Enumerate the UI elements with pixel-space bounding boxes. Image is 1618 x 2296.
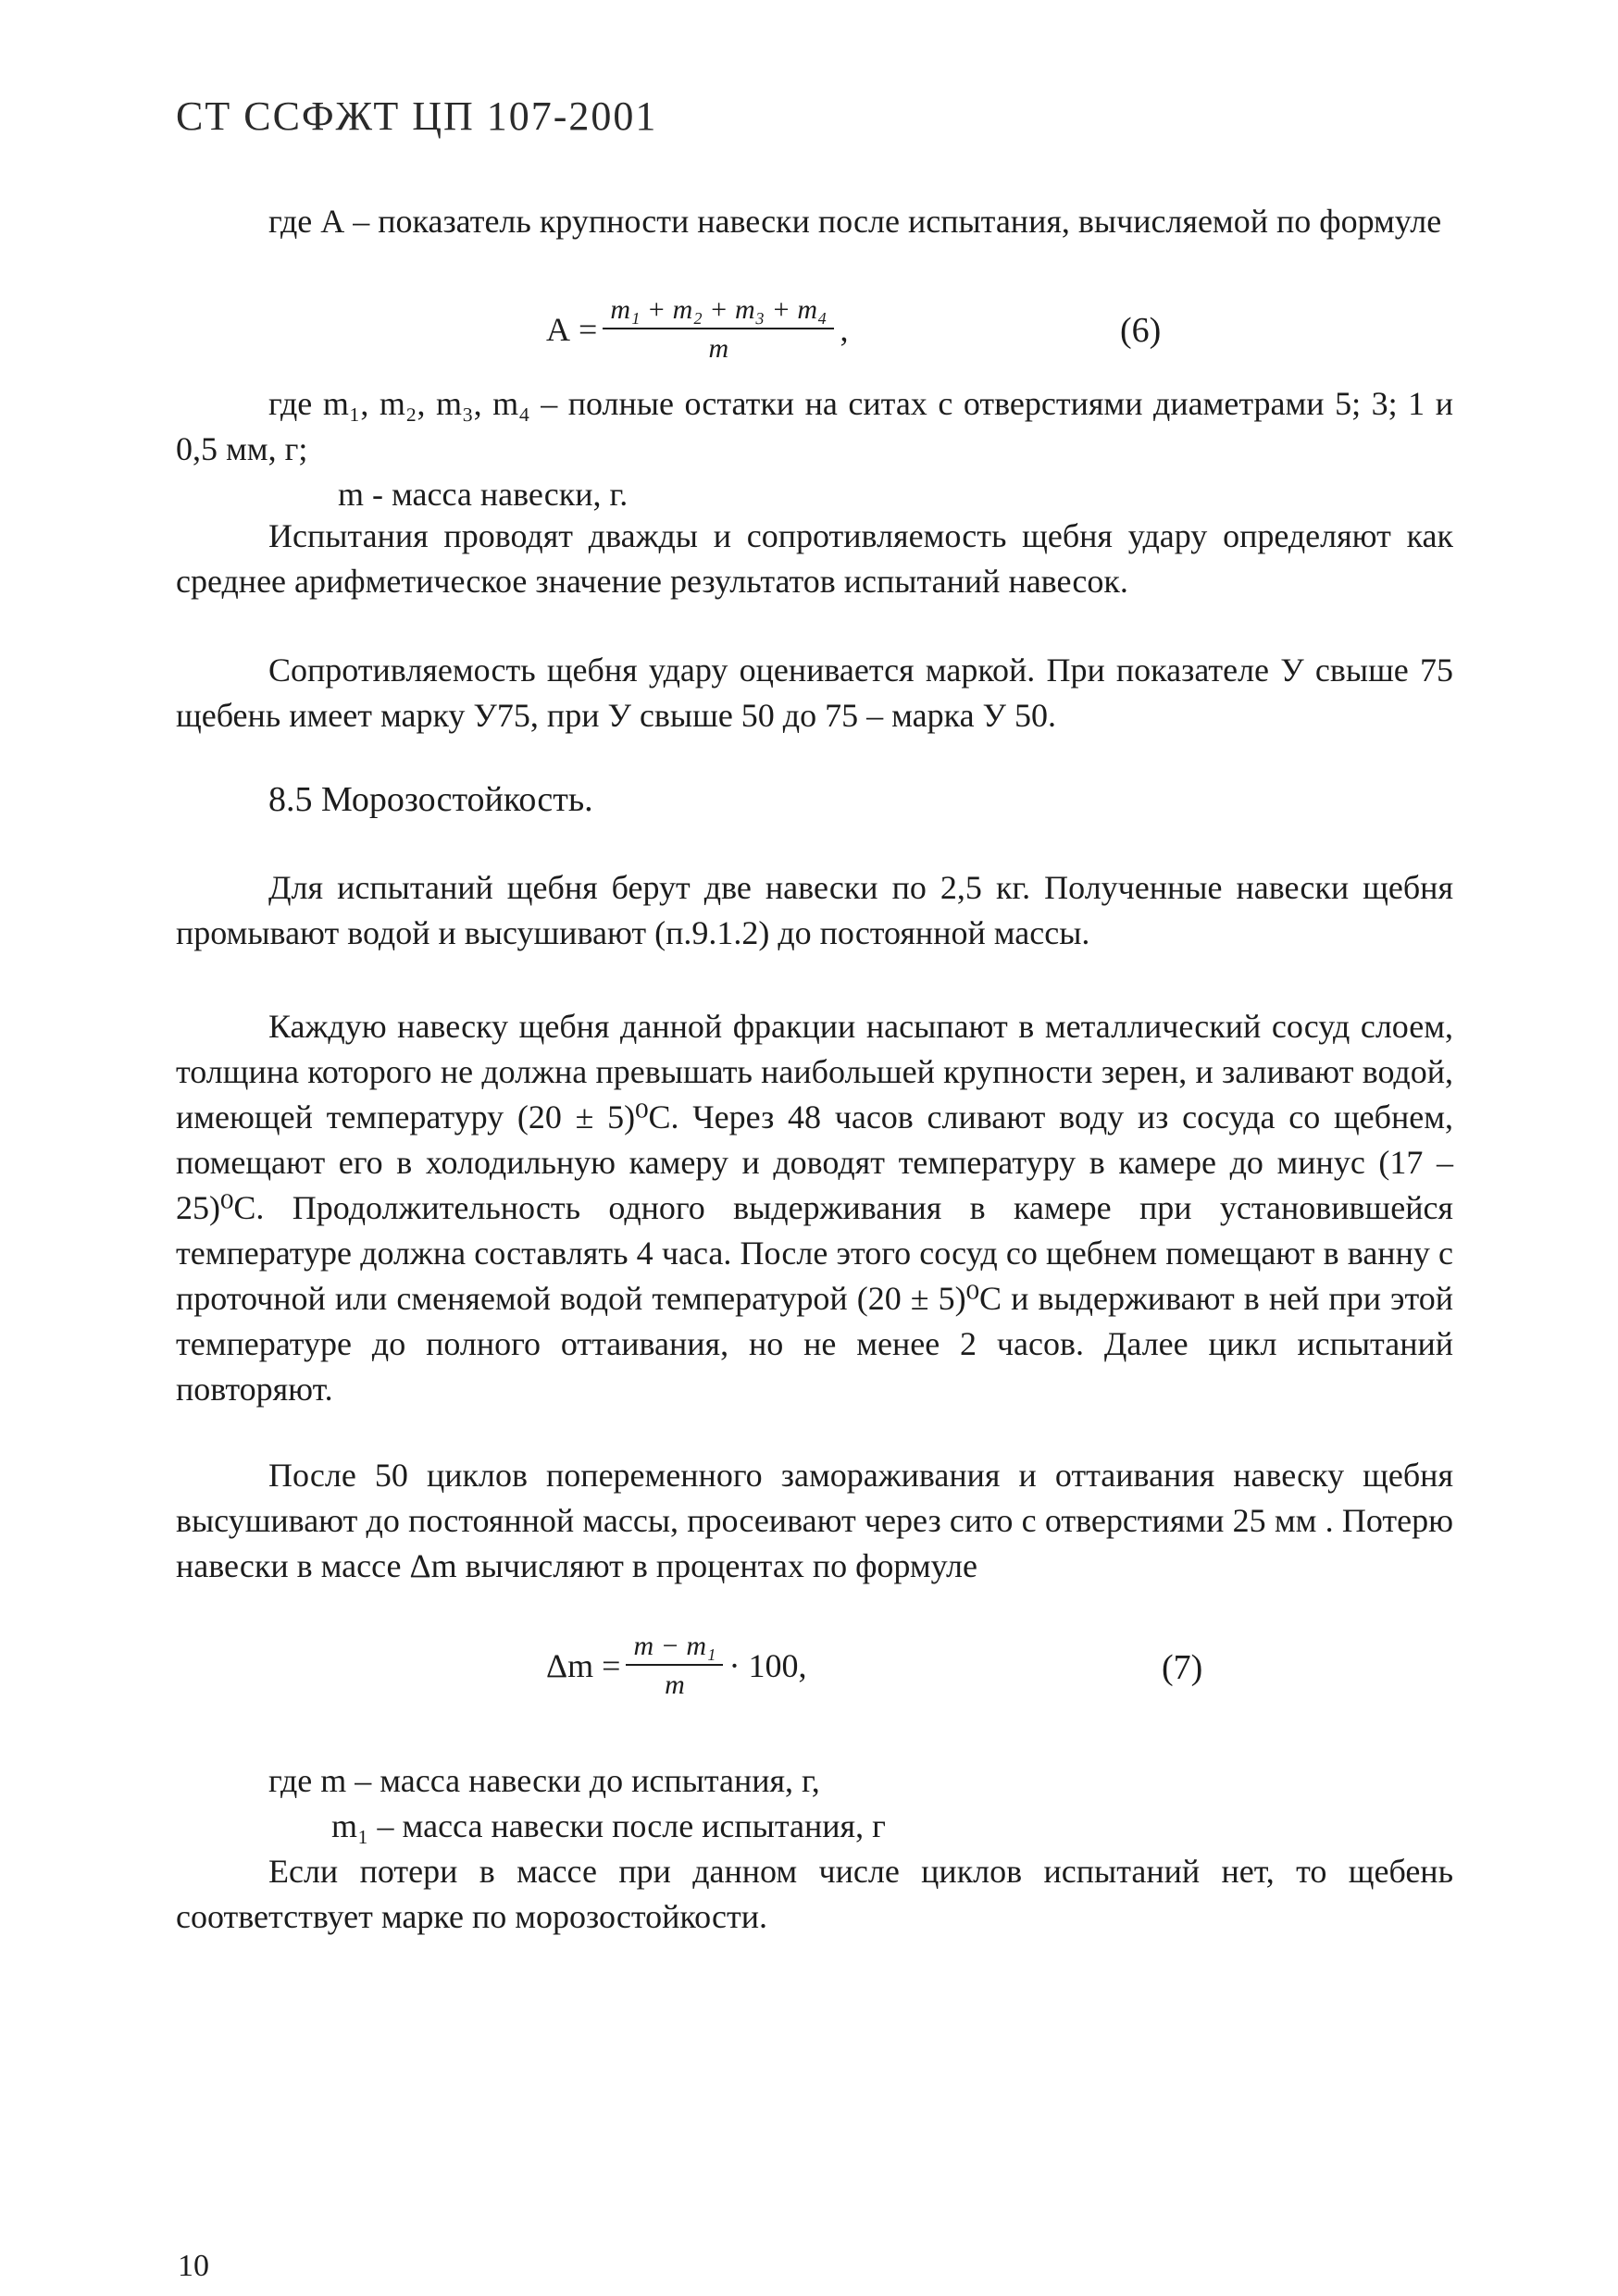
paragraph-sieve-residues: где m₁, m₂, m₃, m₄ – полные остатки на ситах с отверстиями диаметрами 5; 3; 1 и 0,5 мм, г; [176,385,1453,467]
paragraph-index-definition: где А – показатель крупности навески после испытания, вычисляемой по формуле [268,203,1442,240]
formula-7-lhs: Δm = [546,1647,621,1684]
paragraph-samples: Для испытаний щебня берут две навески по 2,5 кг. Полученные навески щебня промывают водой и высушивают (п.9.1.2) до постоянной массы. [176,869,1453,951]
formula-7-numerator: m − m₁ [626,1631,723,1666]
formula-7-tail: · 100, [728,1647,807,1684]
paragraph-conclusion: Если потери в массе при данном числе циклов испытаний нет, то щебень соответствует марке по морозостойкости. [176,1853,1453,1935]
page-number: 10 [178,2249,209,2283]
formula-6-lhs: А = [546,311,598,348]
paragraph-impact-grade: Сопротивляемость щебня удару оценивается маркой. При показателе У свыше 75 щебень имеет марку У75, при У свыше 50 до 75 – марка У 50. [176,652,1453,734]
paragraph-mass-loss: После 50 циклов попеременного замораживания и оттаивания навеску щебня высушивают до постоянной массы, просеивают через сито с отверстиями 25 мм . Потерю навески в массе Δm вычисляют в процентах по формуле [176,1457,1453,1584]
paragraph-initial-mass: где m – масса навески до испытания, г, [268,1762,820,1799]
formula-7-number: (7) [1162,1648,1203,1687]
paragraph-tests-twice: Испытания проводят дважды и сопротивляемость щебня удару определяют как среднее арифметическое значение результатов испытаний навесок. [176,517,1453,600]
formula-6-tail: , [840,311,849,348]
formula-7-denominator: m [665,1669,685,1700]
formula-7-fraction [626,1631,723,1701]
paragraph-mass-definition: m - масса навески, г. [338,476,629,513]
formula-6-numerator: m₁ + m₂ + m₃ + m₄ [603,294,834,329]
section-heading-frost-resistance: 8.5 Морозостойкость. [268,780,593,819]
paragraph-procedure: Каждую навеску щебня данной фракции насыпают в металлический сосуд слоем, толщина которого не должна превышать наибольшей крупности зерен, и заливают водой, имеющей температуру (20 ± 5)⁰С. Через 48 часов сливают воду из сосуда со щебнем, помещают его в холодильную камеру и доводят температуру в камере до минус (17 – 25)⁰С. Продолжительность одного выдерживания в камере при установившейся температуре должна составлять 4 часа. После этого сосуд со щебнем помещают в ванну с проточной или сменяемой водой температурой (20 ± 5)⁰С и выдерживают в ней при этой температуре до полного оттаивания, но не менее 2 часов. Далее цикл испытаний повторяют. [176,1008,1453,1408]
formula-6-fraction [603,294,834,365]
formula-6-denominator: m [708,333,729,364]
formula-7 [546,1631,806,1701]
formula-6-number: (6) [1120,311,1162,350]
paragraph-final-mass: m₁ – масса навески после испытания, г [331,1807,886,1844]
document-code: СТ ССФЖТ ЦП 107-2001 [176,93,658,139]
formula-6 [546,294,848,365]
